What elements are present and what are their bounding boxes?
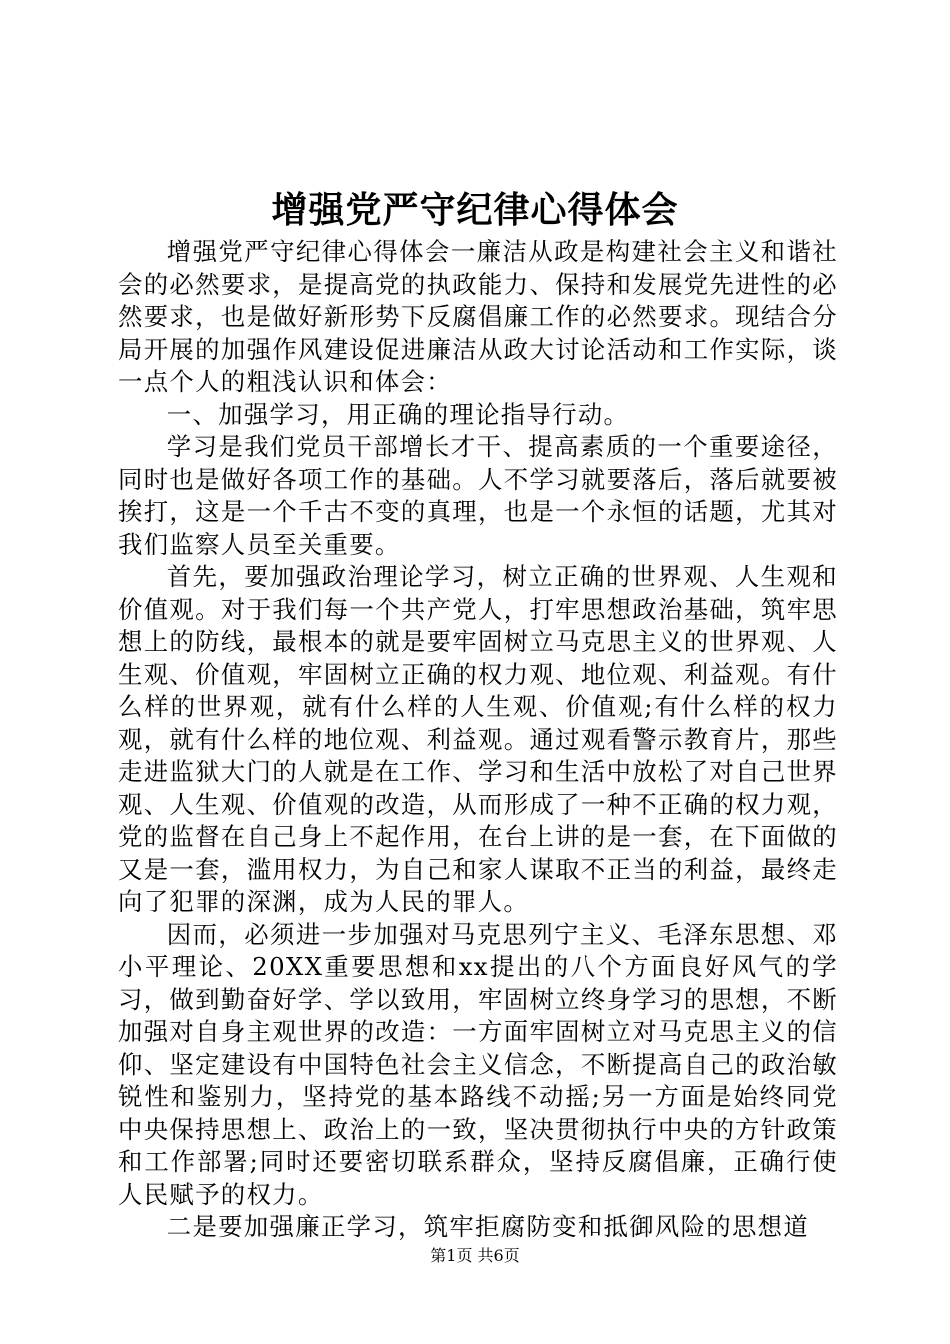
page-number-footer: 第1页 共6页 <box>430 1246 520 1265</box>
paragraph-first: 首先，要加强政治理论学习，树立正确的世界观、人生观和价值观。对于我们每一个共产党人，打牢思想政治基础，筑牢思想上的防线，最根本的就是要牢固树立马克思主义的世界观、人生观、价值观，牢固树立正确的权力观、地位观、利益观。有什么样的世界观，就有什么样的人生观、价值观;有什么样的权力观，就有什么样的地位观、利益观。通过观看警示教育片，那些走进监狱大门的人就是在工作、学习和生活中放松了对自己世界观、人生观、价值观的改造，从而形成了一种不正确的权力观，党的监督在自己身上不起作用，在台上讲的是一套，在下面做的又是一套，滥用权力，为自己和家人谋取不正当的利益，最终走向了犯罪的深渊，成为人民的罪人。 <box>118 562 838 916</box>
section-heading-1: 一、加强学习，用正确的理论指导行动。 <box>166 399 630 429</box>
paragraph-intro: 增强党严守纪律心得体会一廉洁从政是构建社会主义和谐社会的必然要求，是提高党的执政能力、保持和发展党先进性的必然要求，也是做好新形势下反腐倡廉工作的必然要求。现结合分局开展的加强作风建设促进廉洁从政大讨论活动和工作实际，谈一点个人的粗浅认识和体会： <box>118 237 838 396</box>
paragraph-learning: 学习是我们党员干部增长才干、提高素质的一个重要途径，同时也是做好各项工作的基础。人不学习就要落后，落后就要被挨打，这是一个千古不变的真理，也是一个永恒的话题，尤其对我们监察人员至关重要。 <box>118 432 838 559</box>
paragraph-second: 二是要加强廉正学习，筑牢拒腐防变和抵御风险的思想道 <box>166 1212 810 1241</box>
document-title: 增强党严守纪律心得体会 <box>271 189 679 231</box>
document-body <box>118 236 838 1244</box>
paragraph-therefore: 因而，必须进一步加强对马克思列宁主义、毛泽东思想、邓小平理论、20XX重要思想和xx提出的八个方面良好风气的学习，做到勤奋好学、学以致用，牢固树立终身学习的思想，不断加强对自身主观世界的改造：一方面牢固树立对马克思主义的信仰、坚定建设有中国特色社会主义信念，不断提高自己的政治敏锐性和鉴别力，坚持党的基本路线不动摇;另一方面是始终同党中央保持思想上、政治上的一致，坚决贯彻执行中央的方针政策和工作部署;同时还要密切联系群众，坚持反腐倡廉，正确行使人民赋予的权力。 <box>118 919 838 1209</box>
